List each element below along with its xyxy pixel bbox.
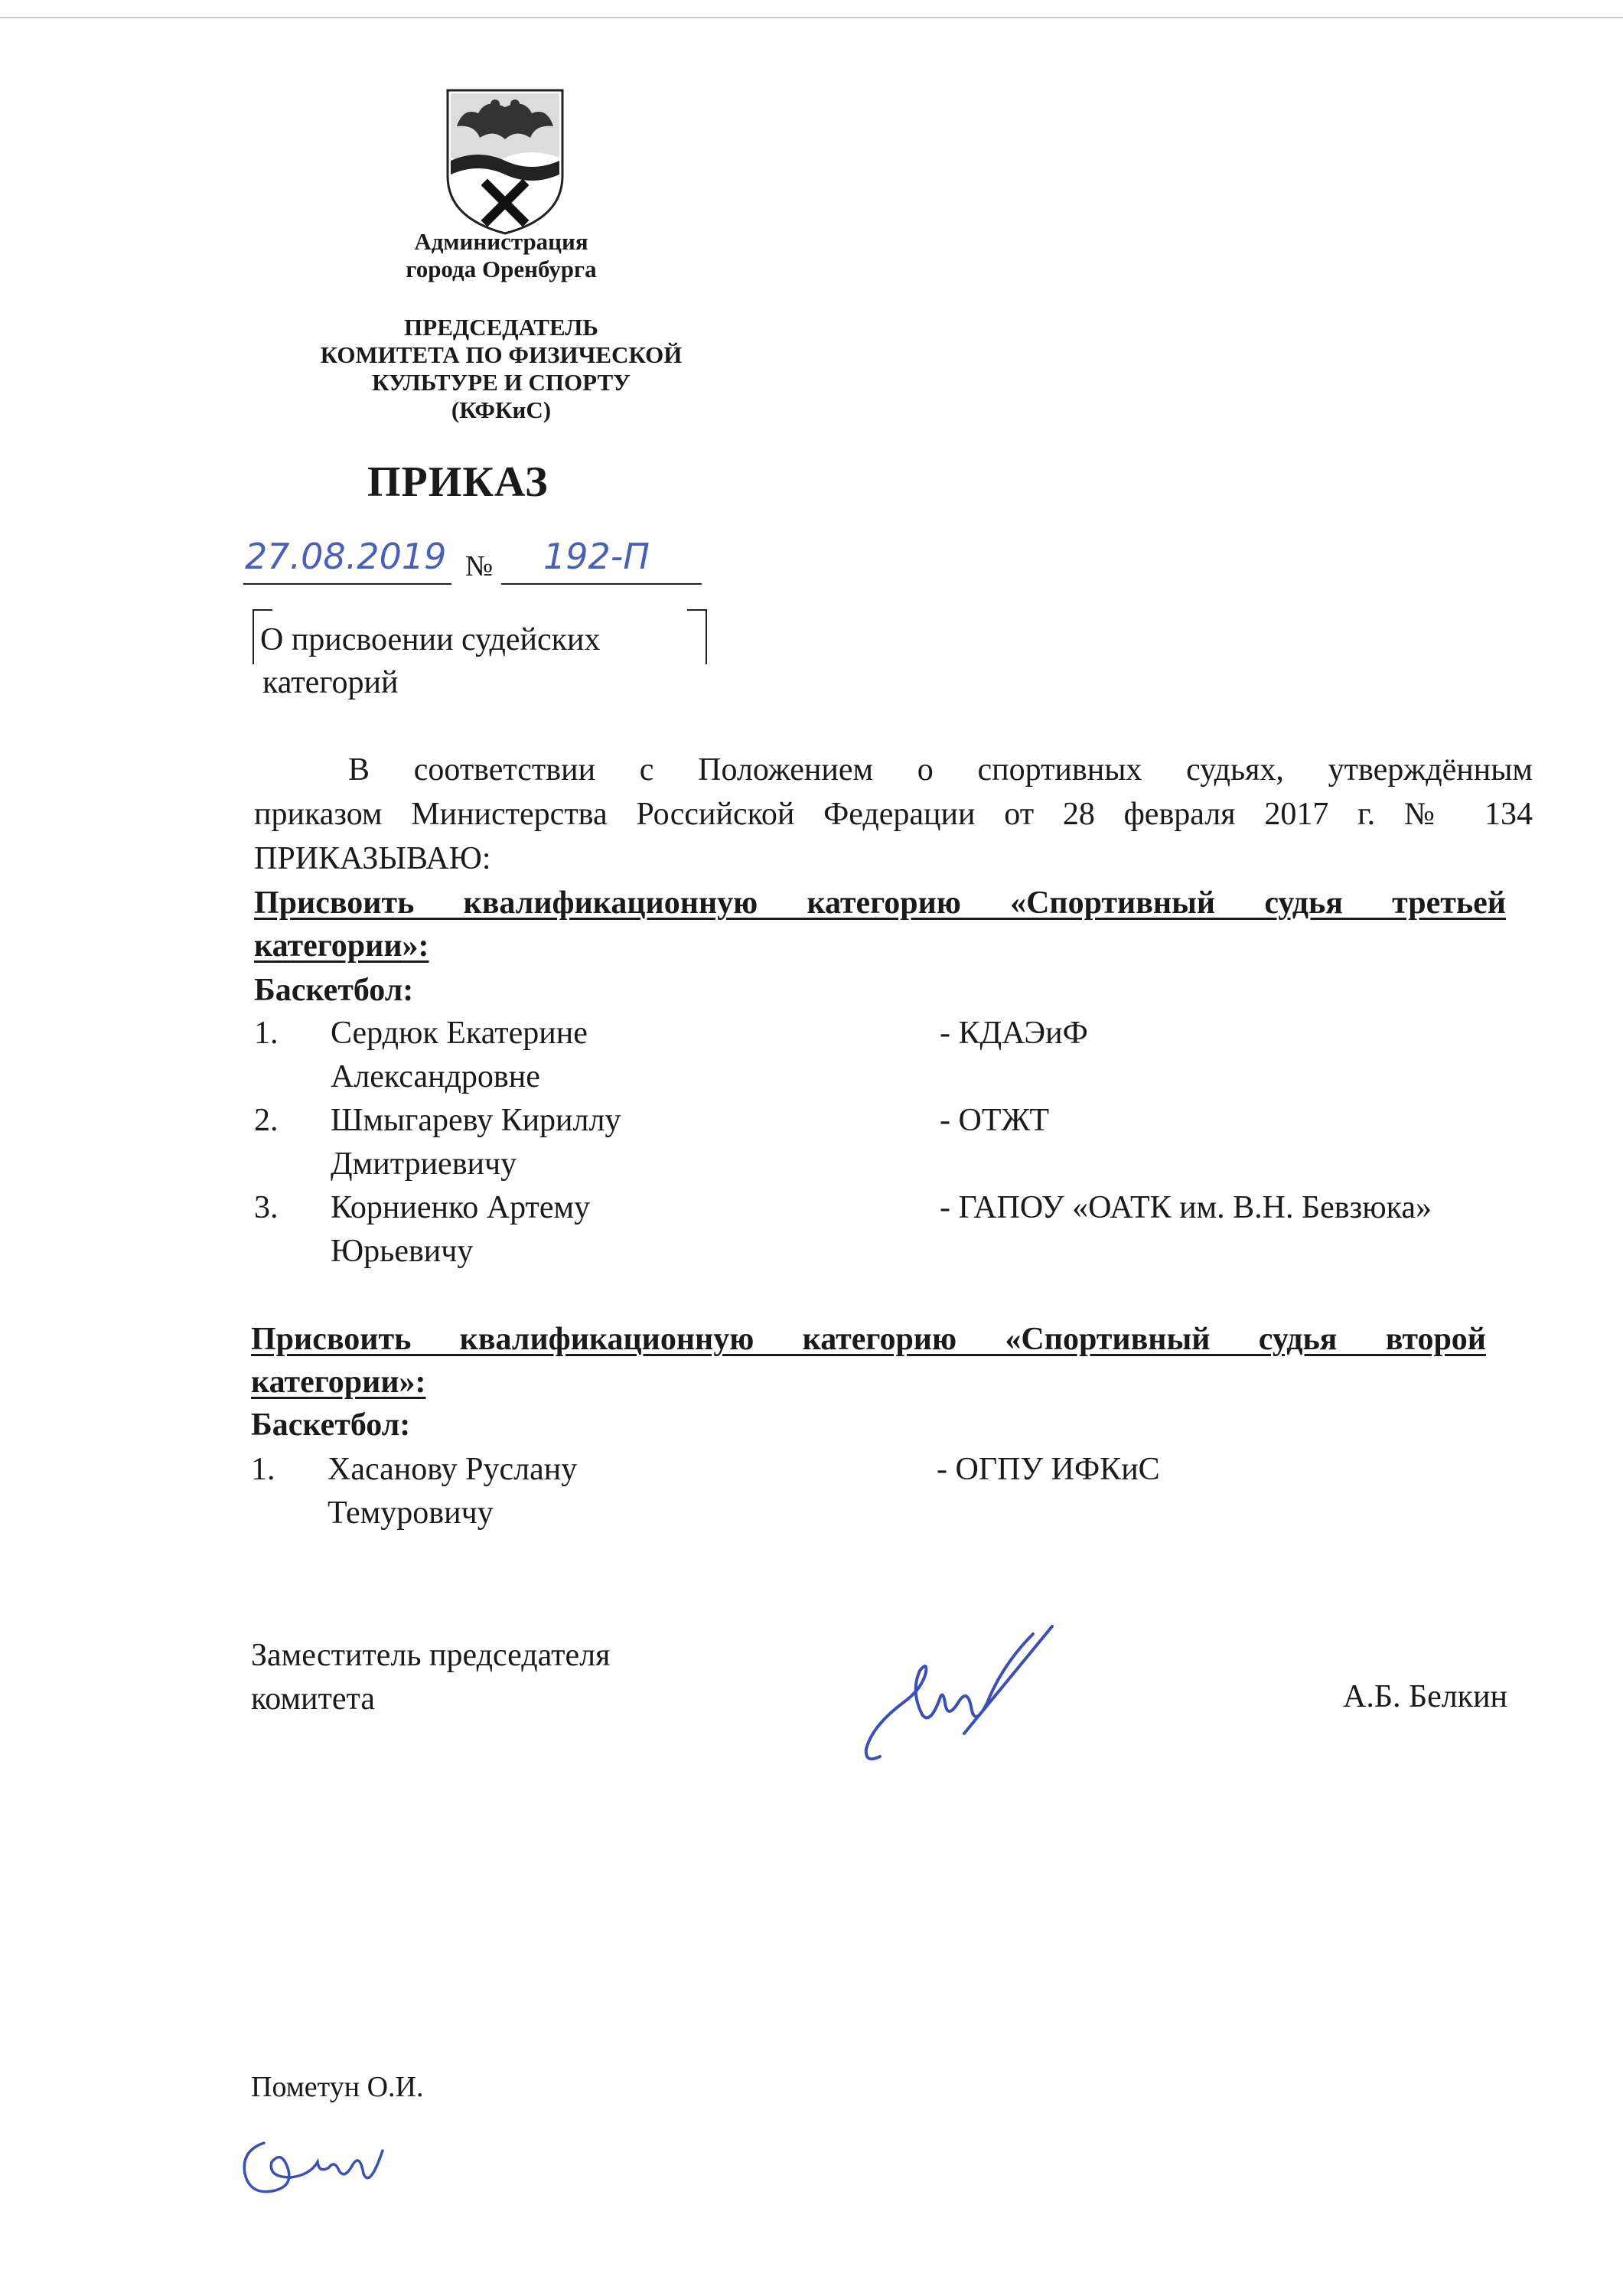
list-item-org: - ОТЖТ <box>940 1103 1050 1138</box>
date-underline <box>243 583 451 585</box>
handwritten-signature-icon <box>849 1619 1110 1772</box>
list-item-number: 2. <box>254 1103 279 1138</box>
list-item-name: Корниенко Артему <box>331 1190 591 1225</box>
list-item-number: 1. <box>251 1452 275 1487</box>
section-heading: Присвоить квалификационную категорию «Спортивный судья второй <box>251 1322 1486 1357</box>
list-item-name: Сердюк Екатерине <box>331 1016 588 1051</box>
scan-edge-line <box>0 17 1623 18</box>
chairman-line: КОМИТЕТА ПО ФИЗИЧЕСКОЙ <box>320 341 683 368</box>
sport-name: Баскетбол: <box>254 973 414 1008</box>
list-item-name: Александровне <box>331 1059 540 1094</box>
list-item-name: Шмыгареву Кириллу <box>331 1103 621 1138</box>
list-item-number: 1. <box>254 1016 279 1051</box>
signatory-role-line: комитета <box>251 1681 376 1717</box>
list-item-name: Темуровичу <box>328 1495 494 1531</box>
chairman-line: (КФКиС) <box>451 396 552 423</box>
administration-name <box>310 228 693 283</box>
administration-line: Администрация <box>414 228 588 255</box>
list-item-org: - ГАПОУ «ОАТК им. В.Н. Бевзюка» <box>940 1190 1432 1225</box>
subject-line: О присвоении судейских <box>260 622 601 657</box>
list-item-name: Дмитриевичу <box>331 1146 517 1182</box>
list-item-org: - КДАЭиФ <box>940 1016 1088 1051</box>
section-heading: категории»: <box>251 1365 426 1400</box>
list-item-org: - ОГПУ ИФКиС <box>937 1452 1160 1487</box>
subject-bracket-right <box>706 609 707 664</box>
subject-bracket-left <box>253 609 254 664</box>
list-item-name: Хасанову Руслану <box>328 1452 578 1487</box>
order-title: ПРИКАЗ <box>367 458 549 506</box>
signatory-role-line: Заместитель председателя <box>251 1638 611 1673</box>
subject-bracket-right <box>687 609 707 611</box>
coat-of-arms-icon <box>440 84 570 237</box>
subject-line: категорий <box>262 665 399 700</box>
order-number: 192-П <box>543 536 650 577</box>
section-heading: категории»: <box>254 928 429 964</box>
intro-line: ПРИКАЗЫВАЮ: <box>254 841 491 876</box>
chairman-line: КУЛЬТУРЕ И СПОРТУ <box>372 369 631 396</box>
executor-name: Пометун О.И. <box>251 2071 424 2103</box>
executor-signature-icon <box>233 2120 409 2212</box>
list-item-number: 3. <box>254 1190 279 1225</box>
signatory-role <box>251 1634 610 1721</box>
section-heading: Присвоить квалификационную категорию «Спортивный судья третьей <box>254 885 1506 921</box>
number-underline <box>501 583 702 585</box>
chairman-line: ПРЕДСЕДАТЕЛЬ <box>404 314 598 341</box>
subject-bracket-left <box>253 609 272 611</box>
list-item-name: Юрьевичу <box>331 1234 474 1269</box>
order-date: 27.08.2019 <box>245 536 447 577</box>
order-subject <box>260 618 601 704</box>
signatory-name: А.Б. Белкин <box>1343 1679 1508 1714</box>
administration-line: города Оренбурга <box>406 256 597 282</box>
intro-line: В соответствии с Положением о спортивных судьях, утверждённым <box>348 752 1533 788</box>
intro-line: приказом Министерства Российской Федерации от 28 февраля 2017 г. № 134 <box>254 797 1533 832</box>
number-sign: № <box>465 550 494 582</box>
chairman-heading <box>272 314 731 424</box>
sport-name: Баскетбол: <box>251 1407 411 1443</box>
